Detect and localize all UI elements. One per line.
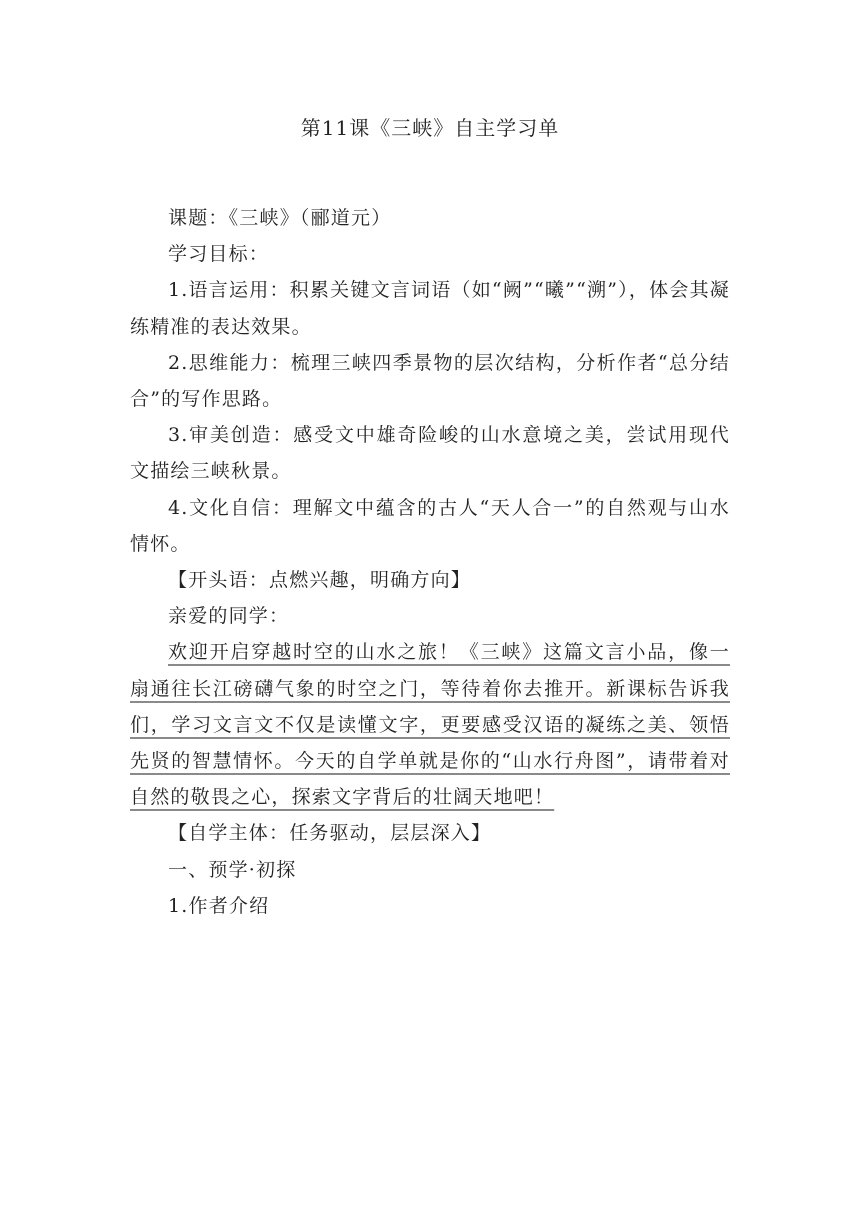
- objectives-heading: 学习目标：: [168, 243, 270, 266]
- document-body: [130, 200, 730, 924]
- greeting: 亲爱的同学：: [168, 605, 290, 628]
- objective-language: 1.语言运用：积累关键文言词语（如“阙”“曦”“溯”），体会其凝练精准的表达效果。: [130, 279, 730, 338]
- opening-text: 欢迎开启穿越时空的山水之旅！《三峡》这篇文言小品，像一扇通往长江磅礴气象的时空之门，等待着你去推开。新课标告诉我们，学习文言文不仅是读懂文字，更要感受汉语的凝练之美、领悟先贤的智慧情怀。今天的自学单就是你的“山水行舟图”，请带着对自然的敬畏之心，探索文字背后的壮阔天地吧！: [130, 641, 730, 809]
- objective-thinking: 2.思维能力：梳理三峡四季景物的层次结构，分析作者“总分结合”的写作思路。: [130, 351, 730, 411]
- item-author-intro: 1.作者介绍: [168, 894, 270, 917]
- opening-paragraph: [130, 634, 730, 815]
- objective-aesthetic: 3.审美创造：感受文中雄奇险峻的山水意境之美，尝试用现代文描绘三峡秋景。: [130, 424, 730, 483]
- main-heading: 【自学主体：任务驱动，层层深入】: [168, 822, 492, 845]
- section-one-heading: 一、预学·初探: [168, 858, 297, 881]
- objective-culture: 4.文化自信：理解文中蕴含的古人“天人合一”的自然观与山水情怀。: [130, 496, 730, 555]
- lesson-topic: 课题：《三峡》（郦道元）: [168, 207, 392, 229]
- document-title: 第11课《三峡》自主学习单: [300, 116, 560, 140]
- opening-heading: 【开头语：点燃兴趣，明确方向】: [168, 569, 472, 592]
